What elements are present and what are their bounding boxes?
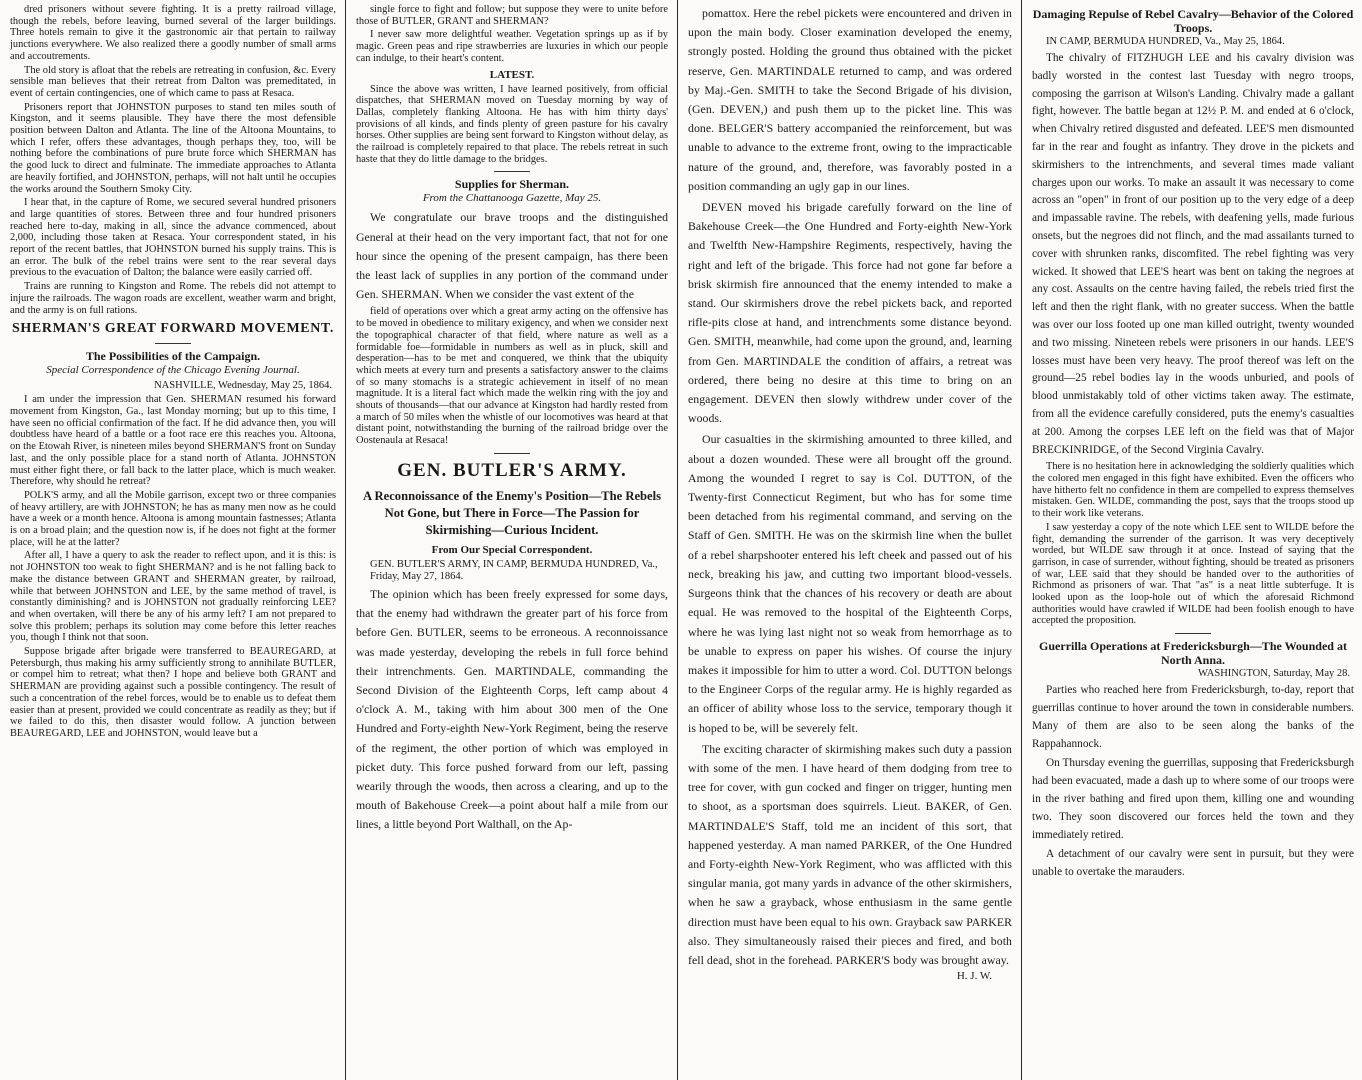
column-2 [346, 0, 676, 1080]
column-4 [1022, 0, 1362, 1080]
separator-rule [494, 453, 530, 454]
separator-rule [1175, 633, 1211, 634]
paragraph: Our casualties in the skirmishing amounted to three killed, and about a dozen wounded. These were all brought off the ground. Among the wounded I regret to say is Col. DUTTON, of the Twenty-first Connecticut Regiment, but who has for some time been detached from his regimental command, and serving on the Staff of Gen. SMITH. He was on the skirmish line when the bullet of a rebel sharpshooter entered his left cheek and passed out of his neck, breaking his jaw, and cutting two important blood-vessels. Surgeons think that the chances of his recovery or death are about equal. He was removed to the hospital of the Eighteenth Corps, where he was lying last night not so weak from hemorrhage as to be unable to express on paper his wishes. Of course the injury makes it impossible for him to utter a word. Col. DUTTON belongs to the Engineer Corps of the regular army. He is highly regarded as an officer of ability whose loss to the service, temporary though it is hoped to be, will be severely felt. [688, 432, 1012, 735]
separator-rule [155, 343, 191, 344]
source-credit: Special Correspondence of the Chicago Evening Journal. [46, 364, 300, 377]
paragraph: The opinion which has been freely expressed for some days, that the enemy had withdrawn the greater part of his force from before Gen. BUTLER, seems to be erroneous. A reconnoissance was made yesterday, developing the rebels in full force behind their intrenchments. Gen. MARTINDALE, commanding the Second Division of the Eighteenth Corps, left camp about 4 o'clock A. M., taking with him about 300 men of the One Hundred and Forty-eighth New-York Regiment, being the reserve of the regiment, the other portion of which was employed in picket duty. This force pushed forward from our left, passing wearily through the woods, then across a clearing, and up to the mouth of Bakehouse Creek—a point about half a mile from our lines, a little beyond Port Walthall, on the Ap- [356, 586, 668, 832]
paragraph: I hear that, in the capture of Rome, we secured several hundred prisoners and large quantities of stores. Between three and four hundred prisoners reached here to-day, making in all, since the advance commenced, about 2,000, including those taken at Resaca. Your correspondent stated, in his report of the recent battles, that JOHNSTON burned his supply trains. This is an error. The bulk of the rebel trains were sent to the rear several days previous to the evacuation of Dalton; the balance were easily carried off. [10, 197, 336, 279]
paragraph: Parties who reached here from Fredericksburgh, to-day, report that guerrillas continue to hover around the town in considerable numbers. Many of them are also to be seen along the banks of the Rappahannock. [1032, 684, 1354, 750]
paragraph: On Thursday evening the guerrillas, supposing that Fredericksburgh had been evacuated, made a dash up to where some of our troops were in the river bathing and fired upon them, killing one and wounding two. They soon discovered our forces held the town and they immediately retired. [1032, 757, 1354, 841]
paragraph: We congratulate our brave troops and the distinguished General at their head on the very important fact, that not for one hour since the opening of the present campaign, has there been the least lack of supplies in any portion of the command under Gen. SHERMAN. When we consider the vast extent of the [356, 210, 668, 302]
paragraph: Prisoners report that JOHNSTON purposes to stand ten miles south of Kingston, and it seems plausible. They have there the most defensible position between Dalton and Atlanta. The line of the Altoona Mountains, to which I refer, offers these advantages, though perhaps they, too, will be nothing before the combinations of pure brute force which SHERMAN has the good luck to direct and fulminate. The immediate approaches to Atlanta are heavily fortified, and JOHNSTON, perhaps, will not halt until he occupies the works around the Southern Smoky City. [10, 101, 336, 195]
headline: SHERMAN'S GREAT FORWARD MOVEMENT. [12, 321, 334, 337]
dateline: NASHVILLE, Wednesday, May 25, 1864. [154, 380, 332, 392]
column-3 [678, 0, 1020, 1080]
paragraph: DEVEN moved his brigade carefully forward on the line of Bakehouse Creek—the One Hundred and Forty-eighth New-York and Twelfth New-Hampshire Regiments, respectively, having the right and left of the brigade. This force had not gone far before a brisk skirmish fire announced that the enemy intended to make a stand. Our skirmishers drove the rebel pickets back, and reported rifle-pits close at hand, and intrenchments some distance beyond. Gen. SMITH, meanwhile, had come upon the ground, and, learning from Gen. MARTINDALE the condition of affairs, a retreat was ordered, there being no desire at this time to bring on an engagement. DEVEN then slowly withdrew under cover of the woods. [688, 200, 1012, 426]
paragraph: I never saw more delightful weather. Vegetation springs up as if by magic. Green peas and ripe strawberries are luxuries in which our people can indulge, to their heart's content. [356, 29, 668, 64]
subheadline: Guerrilla Operations at Fredericksburgh—The Wounded at North Anna. [1039, 639, 1347, 668]
paragraph: POLK'S army, and all the Mobile garrison, except two or three companies of heavy artillery, are with JOHNSTON; he has as many men now as he could have a week or a month hence. Altoona is among mountain fastnesses; Atlanta is on a broad plain; and the question now is, if he does not fight at the former place, will he at the latter? [10, 489, 336, 548]
column-1 [0, 0, 344, 1080]
dateline: GEN. BUTLER'S ARMY, IN CAMP, BERMUDA HUNDRED, Va., Friday, May 27, 1864. [370, 558, 658, 582]
paragraph: field of operations over which a great army acting on the offensive has to be moved in obedience to military exigency, and when we consider next the topographical character of that field, where nature as well as a formidable foe—formidable in numbers as well as in pluck, skill and desperation—has to be met and conquered, we think that the ubiquity which meets at every turn and presents a satisfactory answer to the claims of so many stomachs is a strategic achievement in itself of no mean magnitude. It is a literal fact which made the welkin ring with the joy and shouts of thousands—that our advance at Kingston had hardly rested from a march of 50 miles when the whistle of our locomotives was heard at that distant point, notwithstanding the burning of the railroad bridge over the Oostenaula at Resaca! [356, 306, 668, 447]
paragraph: The chivalry of FITZHUGH LEE and his cavalry division was badly worsted in the contest last Tuesday with negro troops, composing the garrison at Wilson's Landing. Chivalry made a gallant fight, however. The battle began at 12½ P. M. and ended at 6 o'clock, when Chivalry retired disgusted and defeated. LEE'S men dismounted far in the rear and fought as infantry. They drove in the pickets and skirmishers to the intrenchments, and several times made valiant charges upon our works. To make an assault it was necessary to come across an "open" in front of our position up to the very edge of a deep and impassable ravine. The rebels, with deafening yells, made furious onsets, but the negroes did not flinch, and the mad assailants turned to cover with shrunken ranks, discomfited. The rebel fighting was very wicked. It showed that LEE'S heart was bent on taking the negroes at any cost. Assaults on the centre having failed, the rebels tried first the left and then the right flank, with no greater success. When the battle was over our loss footed up one man killed outright, twenty wounded and two missing. Nineteen rebels were prisoners in our hands. LEE'S losses must have been very heavy. The proof thereof was left on the ground—25 rebel bodies lay in the woods unburied, and pools of blood unmistakably told of other victims taken away. The estimate, from all the evidence carefully considered, puts the enemy's casualties at 200. Among the corpses LEE left on the field was that of Major BRECKINRIDGE, of the Second Virginia Cavalry. [1032, 52, 1354, 456]
paragraph: Suppose brigade after brigade were transferred to BEAUREGARD, at Petersburgh, thus making his army sufficiently strong to annihilate BUTLER, or compel him to retreat; what then? I hope and believe both GRANT and SHERMAN are providing against such a possible contingency. The result of such a concentration of the rebel forces, would be to enable us to defeat them easier than at present, provided we could concentrate as readily as they; but if we failed to do this, then disaster would follow. A junction between BEAUREGARD, LEE and JOHNSTON, would leave but a [10, 646, 336, 739]
paragraph: dred prisoners without severe fighting. It is a pretty railroad village, though the rebels, before leaving, burned several of the larger buildings. Three hotels remain to give it the gastronomic air that pertain to railway junctions everywhere. We also realized there a goodly number of small arms and accoutrements. [10, 4, 336, 62]
dateline: WASHINGTON, Saturday, May 28. [1198, 668, 1350, 680]
paragraph: After all, I have a query to ask the reader to reflect upon, and it is this: is not JOHNSTON too weak to fight SHERMAN? and is he not falling back to make the distance between GRANT and SHERMAN greater, by railroad, while that between JOHNSTON and LEE, by the same method of travel, is constantly diminishing? and is JOHNSTON not gradually reinforcing LEE? and when overtaken, will there be any of his army left? I am not prepared to solve this problem; perhaps its solution may come before this letter reaches you, though I think not that soon. [10, 550, 336, 644]
paragraph: single force to fight and follow; but suppose they were to unite before those of BUTLER, GRANT and SHERMAN? [356, 4, 668, 27]
paragraph: A detachment of our cavalry were sent in pursuit, but they were unable to overtake the marauders. [1032, 848, 1354, 879]
subheading: From Our Special Correspondent. [431, 543, 593, 556]
dateline: IN CAMP, BERMUDA HUNDRED, Va., May 25, 1864. [1046, 36, 1285, 47]
source-credit: From the Chattanooga Gazette, May 25. [422, 192, 602, 205]
subheading: LATEST. [489, 68, 535, 81]
subheadline: Damaging Repulse of Rebel Cavalry—Behavior of the Colored Troops. [1032, 7, 1354, 35]
paragraph: The exciting character of skirmishing makes such duty a passion with some of the men. I have heard of them dodging from tree to tree for cover, with gun cocked and finger on trigger, hunting men to shoot, as a sportsman does squirrels. Lieut. BAKER, of Gen. MARTINDALE'S Staff, told me an incident of this sort, that happened yesterday. A man named PARKER, of the One Hundred and Forty-eighth New-York Regiment, who was afflicted with this singular mania, got many yards in advance of the other skirmishers, when he saw a grayback, whose enthusiasm in the same gentle direction must have been equal to his own. Grayback saw PARKER also. They simultaneously raised their pieces and fired, and both fell dead, shot in the forehead. PARKER'S body was brought away. [688, 741, 1012, 967]
separator-rule [494, 171, 530, 172]
subheadline: The Possibilities of the Campaign. [85, 349, 261, 364]
paragraph: I am under the impression that Gen. SHERMAN resumed his forward movement from Kingston, Ga., last Monday morning; but up to this time, I have seen no official confirmation of the fact. If he did advance then, you will doubtless have heard of a battle or a foot race ere this reaches you. Altoona, on the Etowah River, is nineteen miles beyond SHERMAN'S front on Sunday last, and the only possible place for a stand north of Atlanta. JOHNSTON must either fight there, or fall back to the latter place, which is much weaker. Therefore, why should he retreat? [10, 394, 336, 488]
main-headline: GEN. BUTLER'S ARMY. [397, 459, 627, 481]
paragraph: Since the above was written, I have learned positively, from official dispatches, that SHERMAN moved on Tuesday morning by way of Dallas, completely flanking Altoona. He has with him thirty days' provisions of all kinds, and finds plenty of green pasture for his cavalry horses. Other supplies are being sent forward to Kingston without delay, as the railroad is completely repaired to that place. The rebels retreat in such haste that they do little damage to the bridges. [356, 83, 668, 165]
subheadline: Supplies for Sherman. [454, 177, 570, 192]
deck-headline: A Reconnoissance of the Enemy's Position—The Rebels Not Gone, but There in Force—The Passion for Skirmishing—Curious Incident. [362, 488, 662, 537]
paragraph: I saw yesterday a copy of the note which LEE sent to WILDE before the fight, demanding the surrender of the garrison. It was very deceptively worded, but WILDE saw through it at once. Instead of saying that the garrison, in case of surrender, without fighting, should be treated as prisoners of war, LEE said that they should be handed over to the authorities of Richmond as prisoners of war. That "as" is a neat little subterfuge. It is looked upon as the loop-hole out of which the aforesaid Richmond authorities would have crawled if WILDE had been foolish enough to have accepted the proposition. [1032, 521, 1354, 627]
signature: H. J. W. [956, 970, 992, 983]
paragraph: The old story is afloat that the rebels are retreating in confusion, &c. Every sensible man believes that their retreat from Dalton was premeditated, in event of certain contingencies, one of which came to pass at Resaca. [10, 64, 336, 99]
paragraph: Trains are running to Kingston and Rome. The rebels did not attempt to injure the railroads. The wagon roads are excellent, weather warm and bright, and the army is on full rations. [10, 281, 336, 316]
paragraph: There is no hesitation here in acknowledging the soldierly qualities which the colored men engaged in this fight have exhibited. Even the officers who have hitherto felt no confidence in them are compelled to express themselves mistaken. Gen. WILDE, commanding the post, says that the troops stood up to their work like veterans. [1032, 461, 1354, 520]
paragraph: pomattox. Here the rebel pickets were encountered and driven in upon the main body. Closer examination developed the enemy, strongly posted. Holding the ground thus obtained with the picket reserve, Gen. MARTINDALE returned to camp, and was ordered by Maj.-Gen. SMITH to take the Second Brigade of his division, (Gen. DEVEN,) and push them up to the picket line. This was done. BELGER'S battery accompanied the reinforcement, but was unable to advance to the extreme front, owing to the impracticable nature of the ground, and, therefore, was favorably posted in a position commanding an ugly gap in our lines. [688, 6, 1012, 193]
